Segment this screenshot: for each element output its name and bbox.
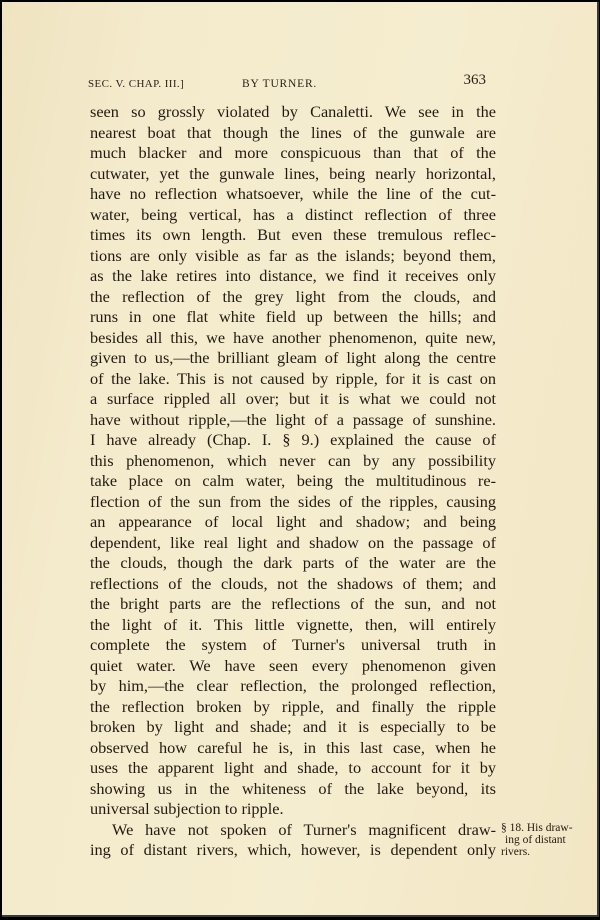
text-line: uses the apparent light and shade, to account for it by	[90, 758, 496, 777]
text-line: flection of the sun from the sides of the ripples, causing	[90, 491, 496, 511]
body-text	[90, 102, 496, 861]
text-line: dependent, like real light and shadow on the passage of	[90, 532, 496, 552]
text-line: the bright parts are the reflections of the sun, and not	[90, 594, 496, 613]
text-line: besides all this, we have another phenomenon, quite new,	[90, 327, 496, 347]
text-line: by him,—the clear reflection, the prolonged reflection,	[90, 676, 496, 695]
book-page	[2, 2, 599, 917]
text-line: have without ripple,—the light of a passage of sunshine.	[90, 409, 496, 429]
margin-note	[501, 822, 596, 858]
text-line: the reflection broken by ripple, and finally the ripple	[90, 696, 496, 716]
text-line: quiet water. We have seen every phenomenon given	[90, 655, 496, 675]
text-line: showing us in the whiteness of the lake beyond, its	[90, 778, 496, 798]
text-line: the reflection of the grey light from the clouds, and	[90, 286, 496, 306]
text-line: much blacker and more conspicuous than that of the	[90, 143, 496, 162]
text-line: take place on calm water, being the multitudinous re-	[90, 471, 496, 490]
running-title: BY TURNER.	[242, 78, 318, 90]
text-line: tions are only visible as far as the islands; beyond them,	[90, 245, 496, 265]
text-line: have no reflection whatsoever, while the line of the cut-	[90, 184, 496, 203]
margin-note-line: § 18. His draw-	[501, 822, 573, 834]
section-chapter-label: SEC. V. CHAP. III.]	[88, 78, 185, 90]
text-line: complete the system of Turner's universal truth in	[90, 635, 496, 654]
text-line: ing of distant rivers, which, however, is dependent only	[90, 840, 496, 859]
text-line: broken by light and shade; and it is especially to be	[90, 717, 496, 736]
text-line: runs in one flat white field up between the hills; and	[90, 307, 496, 326]
margin-note-line: ing of distant	[505, 834, 566, 846]
text-line: given to us,—the brilliant gleam of light along the centre	[90, 348, 496, 367]
text-line: a surface rippled all over; but it is what we could not	[90, 389, 496, 408]
paragraph-start-line: We have not spoken of Turner's magnificent draw-	[112, 819, 496, 839]
text-line: cutwater, yet the gunwale lines, being nearly horizontal,	[90, 163, 496, 183]
text-line: water, being vertical, has a distinct reflection of three	[90, 204, 496, 224]
page-number: 363	[463, 72, 486, 88]
running-header	[88, 72, 488, 94]
text-line: nearest boat that though the lines of the gunwale are	[90, 122, 496, 142]
margin-note-line: rivers.	[501, 846, 531, 858]
text-line: reflections of the clouds, not the shadows of them; and	[90, 573, 496, 593]
text-line: of the lake. This is not caused by ripple, for it is cast on	[90, 368, 496, 388]
text-line: an appearance of local light and shadow; and being	[90, 512, 496, 531]
text-line: universal subjection to ripple.	[90, 799, 284, 818]
text-line: this phenomenon, which never can by any possibility	[90, 450, 496, 470]
text-line: times its own length. But even these tremulous reflec-	[90, 225, 496, 244]
text-line: the clouds, though the dark parts of the water are the	[90, 553, 496, 572]
text-line: I have already (Chap. I. § 9.) explained the cause of	[90, 430, 496, 449]
text-line: as the lake retires into distance, we find it receives only	[90, 266, 496, 285]
text-line: seen so grossly violated by Canaletti. We see in the	[90, 102, 496, 121]
text-line: the light of it. This little vignette, then, will entirely	[90, 614, 496, 634]
text-line: observed how careful he is, in this last case, when he	[90, 737, 496, 757]
